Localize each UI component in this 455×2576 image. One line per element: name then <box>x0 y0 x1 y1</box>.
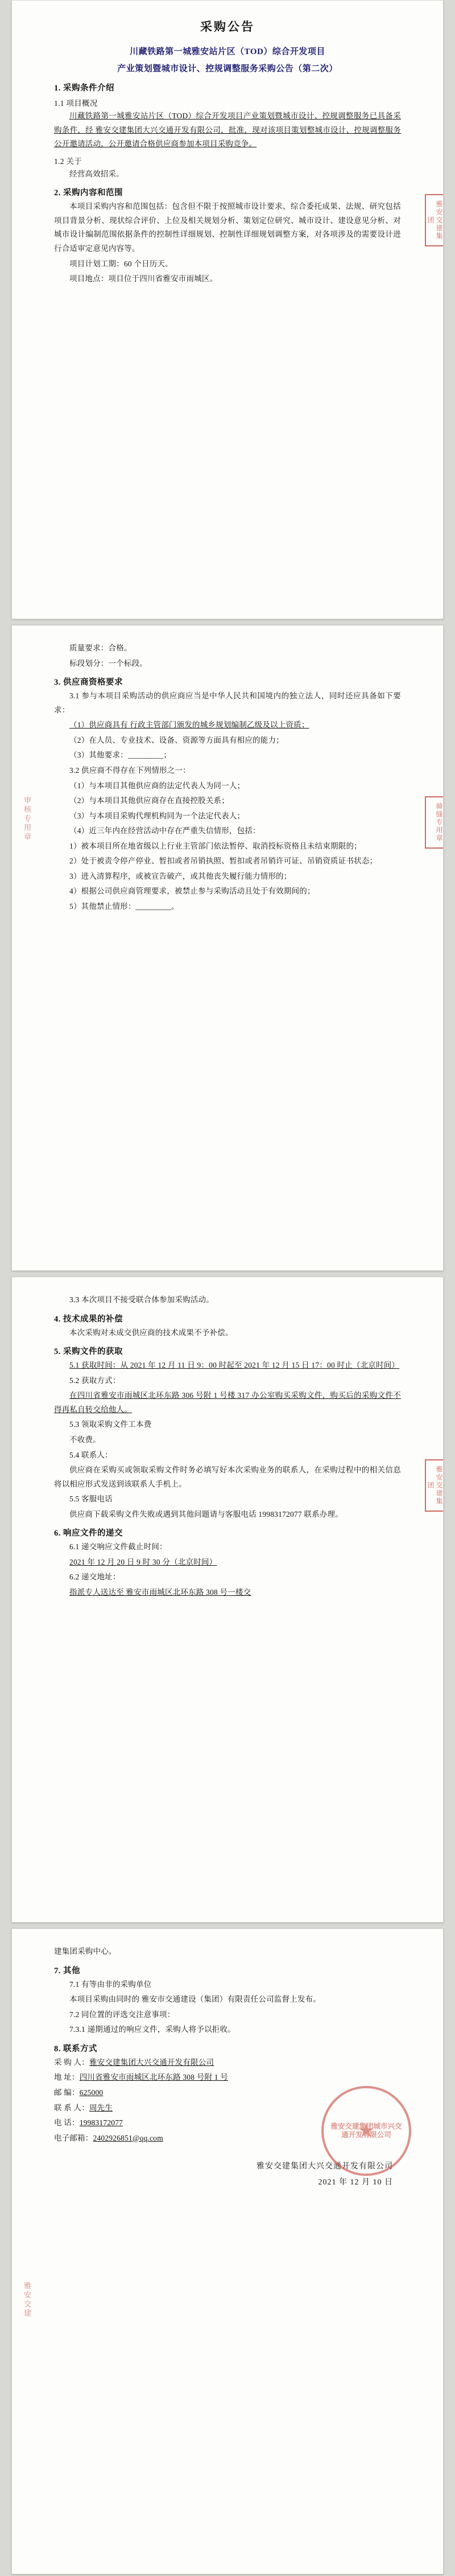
section-5-4-detail: 供应商在采购买或领取采购文件时务必填写好本次采购业务的联系人，在采购过程中的相关信息将以相应形式发送到该联系人手机上。 <box>54 1466 401 1488</box>
section-3-item-12: 3）进入清算程序，或被宣告破产，或其他丧失履行能力情形的； <box>69 871 292 880</box>
edge-seal: 雅安交建集团 <box>425 194 444 246</box>
section-5-3-detail: 不收费。 <box>69 1435 101 1444</box>
section-3-item-10: 1）被本项目所在地省级以上行业主管部门依法暂停、取消投标资格且未结束期限的； <box>69 841 362 850</box>
section-6-2-heading: 6.2 递交地址： <box>69 1573 121 1582</box>
document-page-1 <box>11 0 444 619</box>
document-page-2 <box>11 625 444 1271</box>
section-5-2-detail: 在四川省雅安市雨城区北环东路 306 号附 1 号楼 317 办公室购买采购文件，购买后的采购文件不得再私自转交给他人。 <box>54 1391 401 1414</box>
section-1-1-heading: 1.1 项目概况 <box>54 99 98 108</box>
edge-seal: 雅安交建集团 <box>425 1459 444 1512</box>
section-7-heading: 7. 其他 <box>54 1966 80 1976</box>
document-page-4 <box>11 1928 444 2574</box>
signature-date: 2021 年 12 月 10 日 <box>318 2178 393 2187</box>
contact-buyer-label: 采 购 人： <box>54 2057 89 2067</box>
section-3-3: 3.3 本次项目不接受联合体参加采购活动。 <box>69 1295 214 1304</box>
contact-address-row <box>54 2071 401 2085</box>
section-3-item-1: 3.1 参与本项目采购活动的供应商应当是中华人民共和国境内的独立法人，同时还应具备如下要求： <box>54 692 401 714</box>
section-1-heading: 1. 采购条件介绍 <box>54 84 114 93</box>
section-5-4-heading: 5.4 联系人： <box>69 1450 113 1459</box>
section-3-item-3: （2）在人员、专业技术、设备、资源等方面具有相应的能力； <box>69 735 284 744</box>
contact-email-value: 2402926851@qq.com <box>93 2133 163 2142</box>
section-1-2-paragraph: 经营高效招采。 <box>69 169 124 178</box>
section-5-heading: 5. 采购文件的获取 <box>54 1347 123 1357</box>
company-seal: 雅安交建集团城市兴交通开发有限公司 ★ <box>321 2086 411 2176</box>
section-6-2-detail: 指派专人送达至 雅安市雨城区北环东路 308 号一楼交 <box>69 1588 251 1596</box>
section-6-1-detail: 2021 年 12 月 20 日 9 时 30 分（北京时间） <box>69 1557 217 1566</box>
contact-person-label: 联 系 人： <box>54 2103 89 2112</box>
section-4-heading: 4. 技术成果的补偿 <box>54 1314 123 1324</box>
section-2-heading: 2. 采购内容和范围 <box>54 188 123 198</box>
signature-company: 雅安交建集团大兴交通开发有限公司 <box>257 2162 393 2171</box>
section-2-paragraph-2: 项目计划工期：60 个日历天。 <box>69 259 173 268</box>
section-7-3-1: 7.3.1 递期通过的响应文件，采购人将予以拒收。 <box>69 2025 235 2034</box>
section-2-paragraph-1: 本项目采购内容和范围包括：包含但不限于按照城市设计要求、综合委托成果、法规、研究包括项目背景分析、现状综合评价、上位及相关规划分析、策划定位研究、城市设计、建设意见分析、对城市设计编制范围依据条件的控制性详细规划、控制性详细规划调整方案，对各项涉及的需要设计进行合适审定意见内容等。 <box>54 202 401 253</box>
contact-postcode-row <box>54 2086 401 2100</box>
contact-email-label: 电子邮箱： <box>54 2133 93 2142</box>
document-page-3 <box>11 1277 444 1923</box>
section-7-1-detail: 本项目采购由同时的 雅安市交通建设（集团）有限责任公司监督上发布。 <box>69 1995 321 2004</box>
section-3-item-9: （4）近三年内在经营活动中存在严重失信情形，包括： <box>69 826 260 836</box>
section-3-heading: 3. 供应商资格要求 <box>54 678 123 688</box>
side-stamp: 雅安交建 <box>23 2282 31 2318</box>
section-3-item-11: 2）处于被责令停产停业、暂扣或者吊销执照、暂扣或者吊销许可证、吊销资质证书状态； <box>69 857 378 866</box>
section-3-item-7: （2）与本项目其他供应商存在直接控股关系； <box>69 796 229 805</box>
section-7-1-heading: 7.1 有等由非的采购单位 <box>69 1980 152 1989</box>
contact-phone-label: 电 话： <box>54 2118 80 2128</box>
section-6-heading: 6. 响应文件的递交 <box>54 1529 123 1538</box>
section-7-2: 7.2 同位置的评选交注意事项： <box>69 2010 175 2019</box>
continued-line: 建集团采购中心。 <box>54 1947 117 1956</box>
contact-buyer-row <box>54 2056 401 2070</box>
section-1-1-paragraph: 川藏铁路第一城雅安站片区（TOD）综合开发项目产业策划暨城市设计、控规调整服务已具备采购条件，经 雅安交建集团大兴交通开发有限公司，批准，现对该项目策划整城市设计、控规调整服务公开邀请活动，公开邀请合格供应商参加本项目采购竞争。 <box>54 112 401 149</box>
signature-block <box>54 2159 401 2191</box>
document-subtitle-line-1: 川藏铁路第一城雅安站片区（TOD）综合开发项目 <box>130 47 325 56</box>
section-1-2-heading: 1.2 关于 <box>54 157 82 166</box>
contact-postcode-value: 625000 <box>79 2088 104 2097</box>
contact-address-value: 四川省雅安市雨城区北环东路 308 号附 1 号 <box>79 2073 228 2082</box>
contact-person-row <box>54 2101 401 2116</box>
section-3-item-8: （3）与本项目采购代理机构同为一个法定代表人； <box>69 811 245 820</box>
section-5-2-heading: 5.2 获取方式： <box>69 1376 121 1385</box>
contact-phone-value: 19983172077 <box>79 2118 123 2128</box>
contact-buyer-value: 雅安交建集团大兴交通开发有限公司 <box>89 2057 214 2067</box>
contact-phone-row <box>54 2116 401 2130</box>
section-3-item-5: 3.2 供应商不得存在下列情形之一： <box>69 766 191 775</box>
page-title: 采购公告 <box>200 20 255 34</box>
section-2-paragraph-3: 项目地点：项目位于四川省雅安市雨城区。 <box>69 274 218 283</box>
contact-person-value: 周先生 <box>89 2103 113 2112</box>
section-3-item-2: （1）供应商具有 行政主管部门颁发的城乡规划编制乙级及以上资质； <box>69 721 309 730</box>
section-5-5-detail: 供应商下载采购文件失败或遇到其他问题请与客服电话 19983172077 联系办理。 <box>69 1509 343 1519</box>
contact-postcode-label: 邮 编： <box>54 2088 80 2097</box>
section-3-item-14: 5）其他禁止情形：_________。 <box>69 902 179 911</box>
document-subtitle-line-2: 产业策划暨城市设计、控规调整服务采购公告（第二次） <box>117 64 338 73</box>
section-5-5-heading: 5.5 客服电话 <box>69 1495 113 1504</box>
contact-email-row <box>54 2131 401 2146</box>
lot-division: 标段划分：一个标段。 <box>69 659 147 668</box>
side-stamp: 审核专用章 <box>23 796 31 842</box>
section-3-item-4: （3）其他要求：_________； <box>69 751 172 760</box>
edge-seal: 骑缝专用章 <box>425 796 444 849</box>
section-3-item-6: （1）与本项目其他供应商的法定代表人为同一人； <box>69 781 245 790</box>
quality-requirement: 质量要求：合格。 <box>69 644 132 652</box>
section-4-paragraph: 本次采购对未成交供应商的技术成果不予补偿。 <box>69 1328 233 1337</box>
section-3-item-13: 4）根据公司供应商管理要求，被禁止参与采购活动且处于有效期间的； <box>69 887 315 896</box>
section-5-3-heading: 5.3 领取采购文件工本费 <box>69 1420 152 1429</box>
section-6-1-heading: 6.1 递交响应文件截止时间： <box>69 1542 167 1552</box>
contact-address-label: 地 址： <box>54 2073 80 2082</box>
section-8-heading: 8. 联系方式 <box>54 2044 97 2054</box>
section-5-1: 5.1 获取时间：从 2021 年 12 月 11 日 9：00 时起至 2021 年 12 月 15 日 17：00 时止（北京时间） <box>69 1361 400 1370</box>
